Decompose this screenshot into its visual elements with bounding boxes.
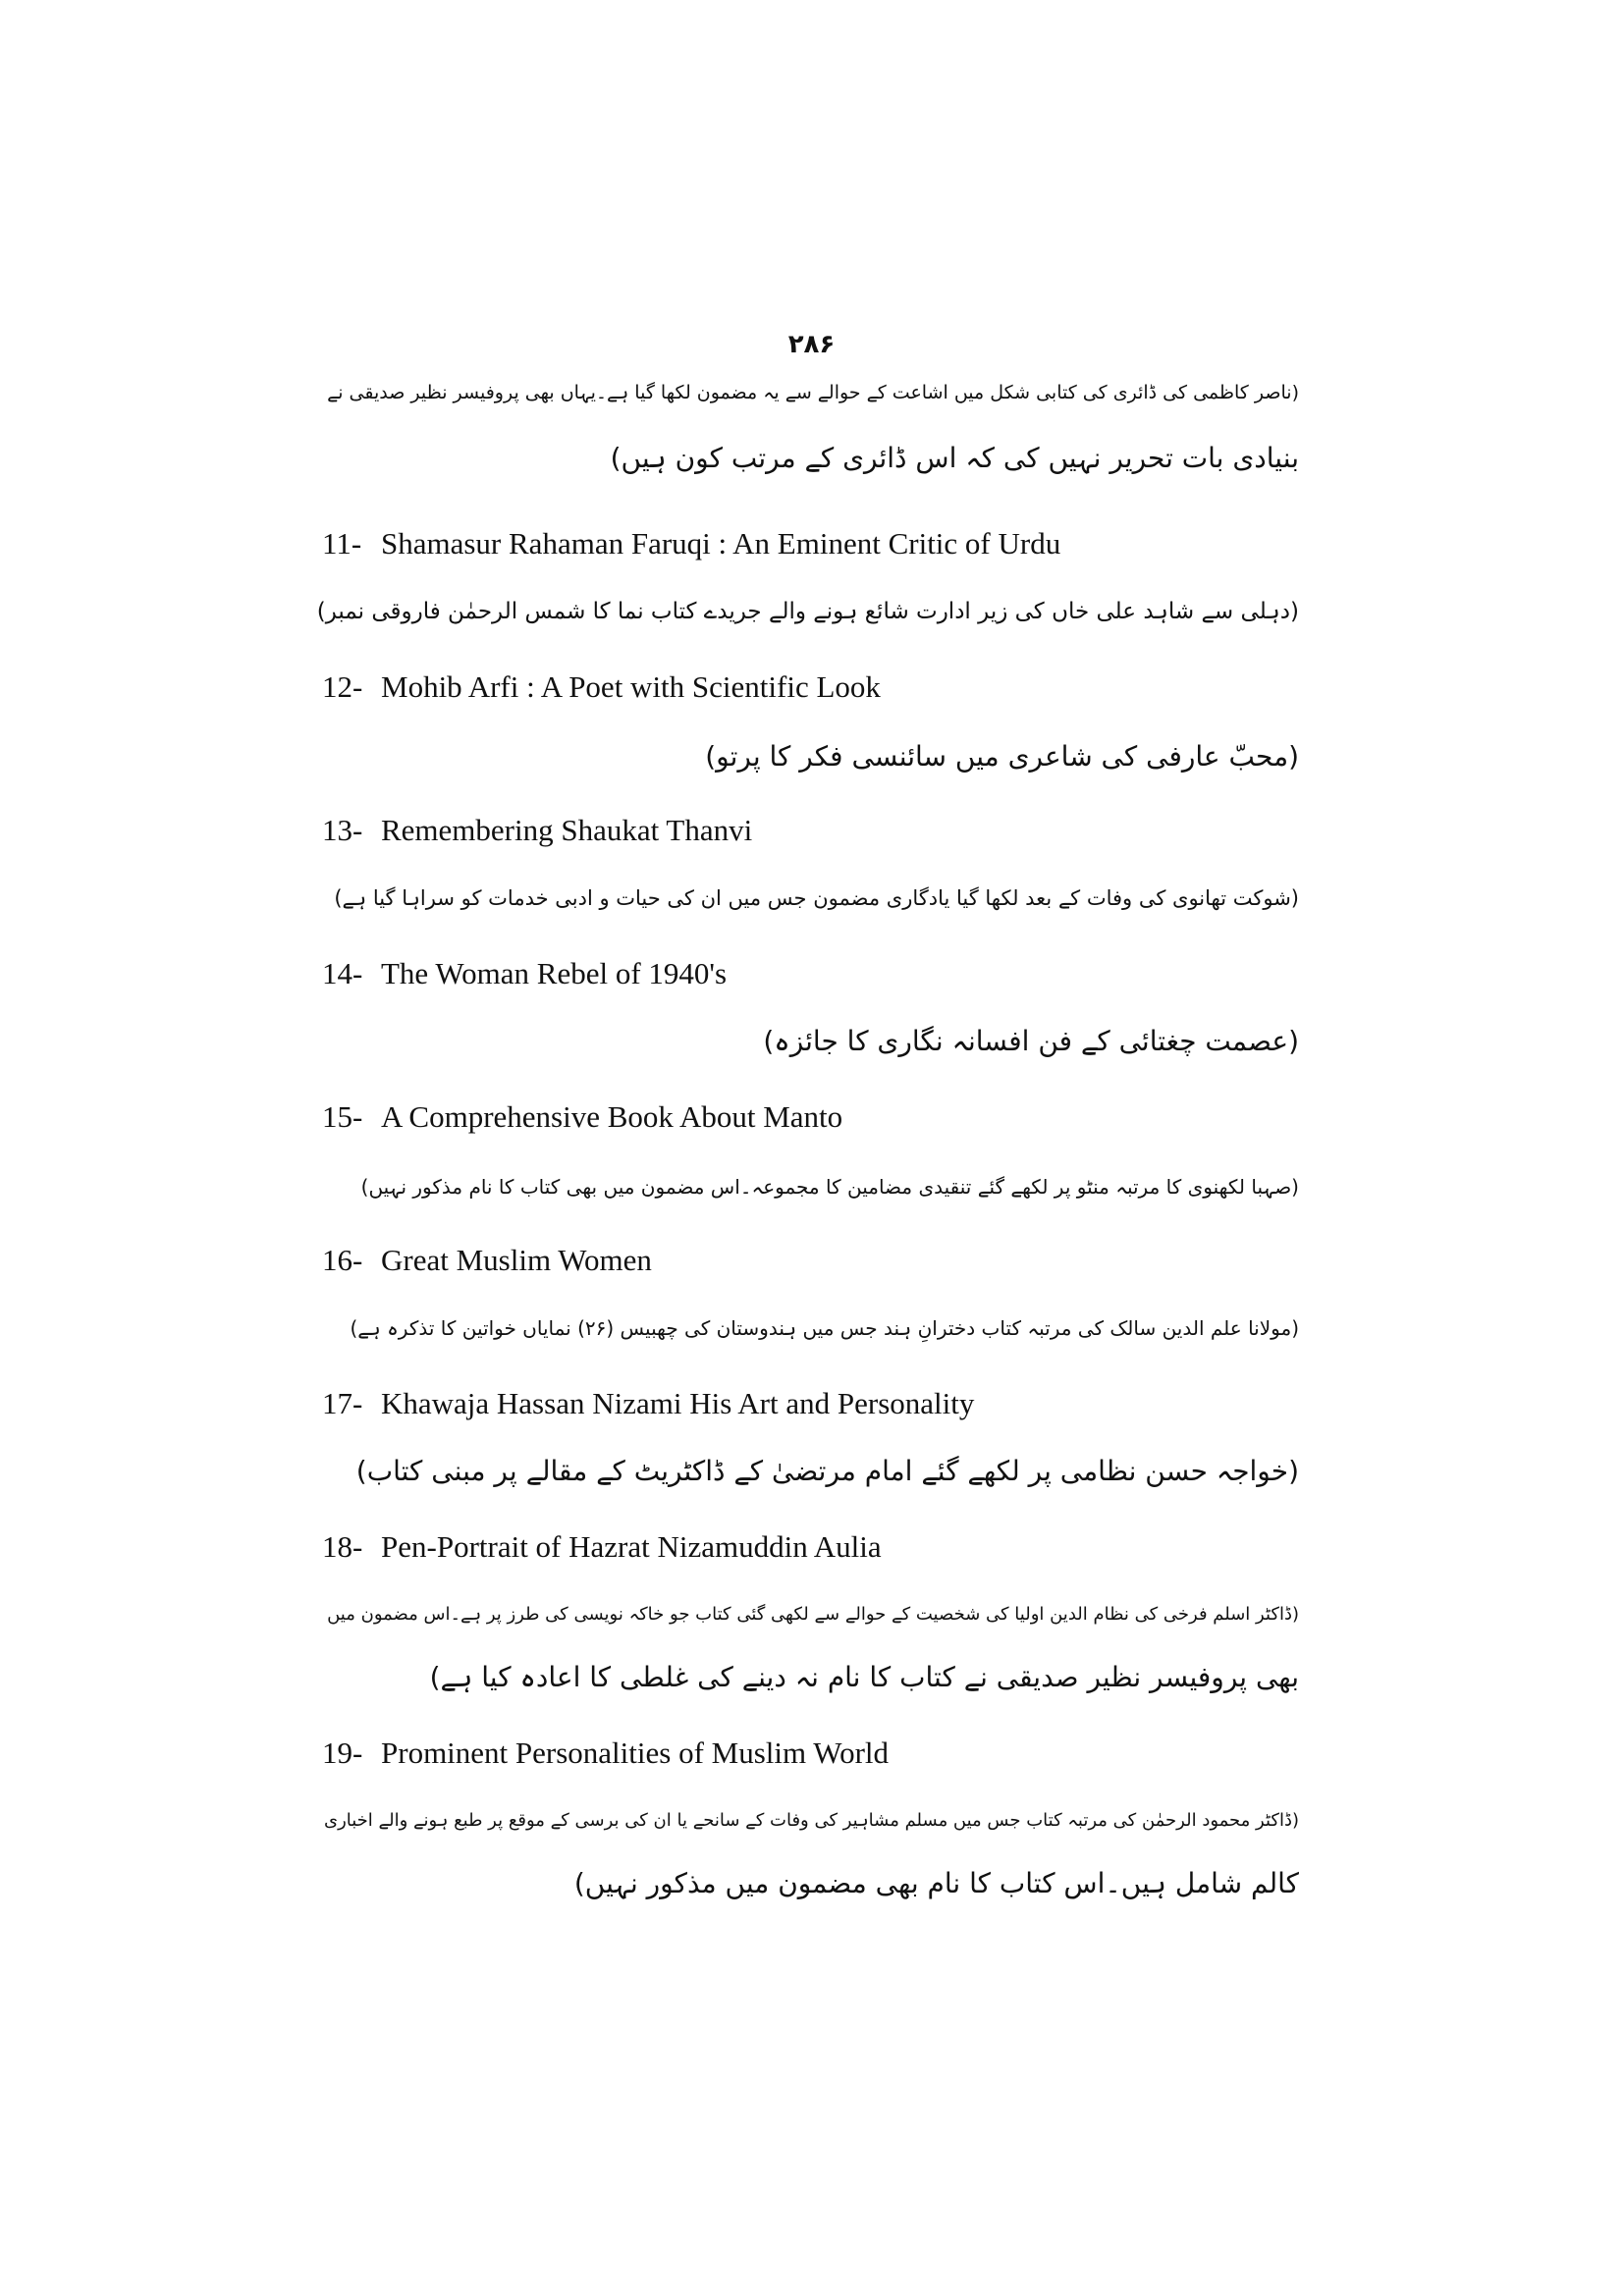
intro-line-1: (ناصر کاظمی کی ڈائری کی کتابی شکل میں اشاعت کے حوالے سے یہ مضمون لکھا گیا ہے۔یہاں بھی پروفیسر نظیر صدیقی نے xyxy=(327,382,1299,403)
entry-15-note: (صہبا لکھنوی کا مرتبہ منٹو پر لکھے گئے تنقیدی مضامین کا مجموعہ۔اس مضمون میں بھی کتاب کا نام مذکور نہیں) xyxy=(360,1175,1299,1199)
entry-number: 19- xyxy=(322,1735,363,1770)
entry-17-note: (خواجہ حسن نظامی پر لکھے گئے امام مرتضیٰ کے ڈاکٹریٹ کے مقالے پر مبنی کتاب) xyxy=(355,1455,1299,1487)
entry-12-note: (محبّ عارفی کی شاعری میں سائنسی فکر کا پرتو) xyxy=(705,740,1299,773)
entry-16-note: (مولانا علم الدین سالک کی مرتبہ کتاب دخترانِ ہند جس میں ہندوستان کی چھبیس (۲۶) نمایاں خواتین کا تذکرہ ہے) xyxy=(350,1316,1299,1340)
entry-number: 17- xyxy=(322,1386,363,1420)
entry-title: A Comprehensive Book About Manto xyxy=(381,1099,843,1134)
entry-15-title xyxy=(322,1097,842,1137)
entry-13-note: (شوکت تھانوی کی وفات کے بعد لکھا گیا یادگاری مضمون جس میں ان کی حیات و ادبی خدمات کو سراہا گیا ہے) xyxy=(334,886,1299,910)
entry-19-title xyxy=(322,1734,889,1773)
entry-number: 15- xyxy=(322,1099,363,1134)
entry-number: 16- xyxy=(322,1243,363,1277)
entry-title: Remembering Shaukat Thanvi xyxy=(381,813,753,847)
entry-19-note-line-2: کالم شامل ہیں۔اس کتاب کا نام بھی مضمون میں مذکور نہیں) xyxy=(573,1867,1299,1899)
entry-title: The Woman Rebel of 1940's xyxy=(381,956,728,990)
entry-11-note: (دہلی سے شاہد علی خاں کی زیر ادارت شائع ہونے والے جریدے کتاب نما کا شمس الرحمٰن فاروقی نمبر) xyxy=(316,599,1299,624)
entry-18-note-line-1: (ڈاکٹر اسلم فرخی کی نظام الدین اولیا کی شخصیت کے حوالے سے لکھی گئی کتاب جو خاکہ نویسی کی طرز پر ہے۔اس مضمون میں xyxy=(327,1604,1299,1625)
entry-title: Khawaja Hassan Nizami His Art and Personality xyxy=(381,1386,975,1420)
entry-19-note-line-1: (ڈاکٹر محمود الرحمٰن کی مرتبہ کتاب جس میں مسلم مشاہیر کی وفات کے سانحے یا ان کی برسی کے موقع پر طبع ہونے والے اخباری xyxy=(323,1810,1299,1831)
entry-11-title xyxy=(322,524,1060,563)
entry-title: Great Muslim Women xyxy=(381,1243,652,1277)
entry-16-title xyxy=(322,1241,652,1280)
entry-title: Shamasur Rahaman Faruqi : An Eminent Critic of Urdu xyxy=(381,526,1061,561)
entry-number: 13- xyxy=(322,813,363,847)
entry-14-note: (عصمت چغتائی کے فن افسانہ نگاری کا جائزہ) xyxy=(763,1025,1299,1057)
entry-number: 14- xyxy=(322,956,363,990)
entry-number: 18- xyxy=(322,1529,363,1564)
entry-number: 12- xyxy=(322,669,363,704)
entry-title: Pen-Portrait of Hazrat Nizamuddin Aulia xyxy=(381,1529,882,1564)
entry-title: Mohib Arfi : A Poet with Scientific Look xyxy=(381,669,881,704)
entry-title: Prominent Personalities of Muslim World xyxy=(381,1735,890,1770)
entry-number: 11- xyxy=(322,526,362,561)
entry-18-title xyxy=(322,1527,882,1567)
entry-17-title xyxy=(322,1384,974,1423)
entry-13-title xyxy=(322,811,752,850)
entry-12-title xyxy=(322,667,881,707)
entry-14-title xyxy=(322,954,727,993)
entry-18-note-line-2: بھی پروفیسر نظیر صدیقی نے کتاب کا نام نہ دینے کی غلطی کا اعادہ کیا ہے) xyxy=(429,1661,1299,1693)
page-number: ۲۸۶ xyxy=(787,330,836,359)
intro-line-2: بنیادی بات تحریر نہیں کی کہ اس ڈائری کے مرتب کون ہیں) xyxy=(610,442,1299,474)
